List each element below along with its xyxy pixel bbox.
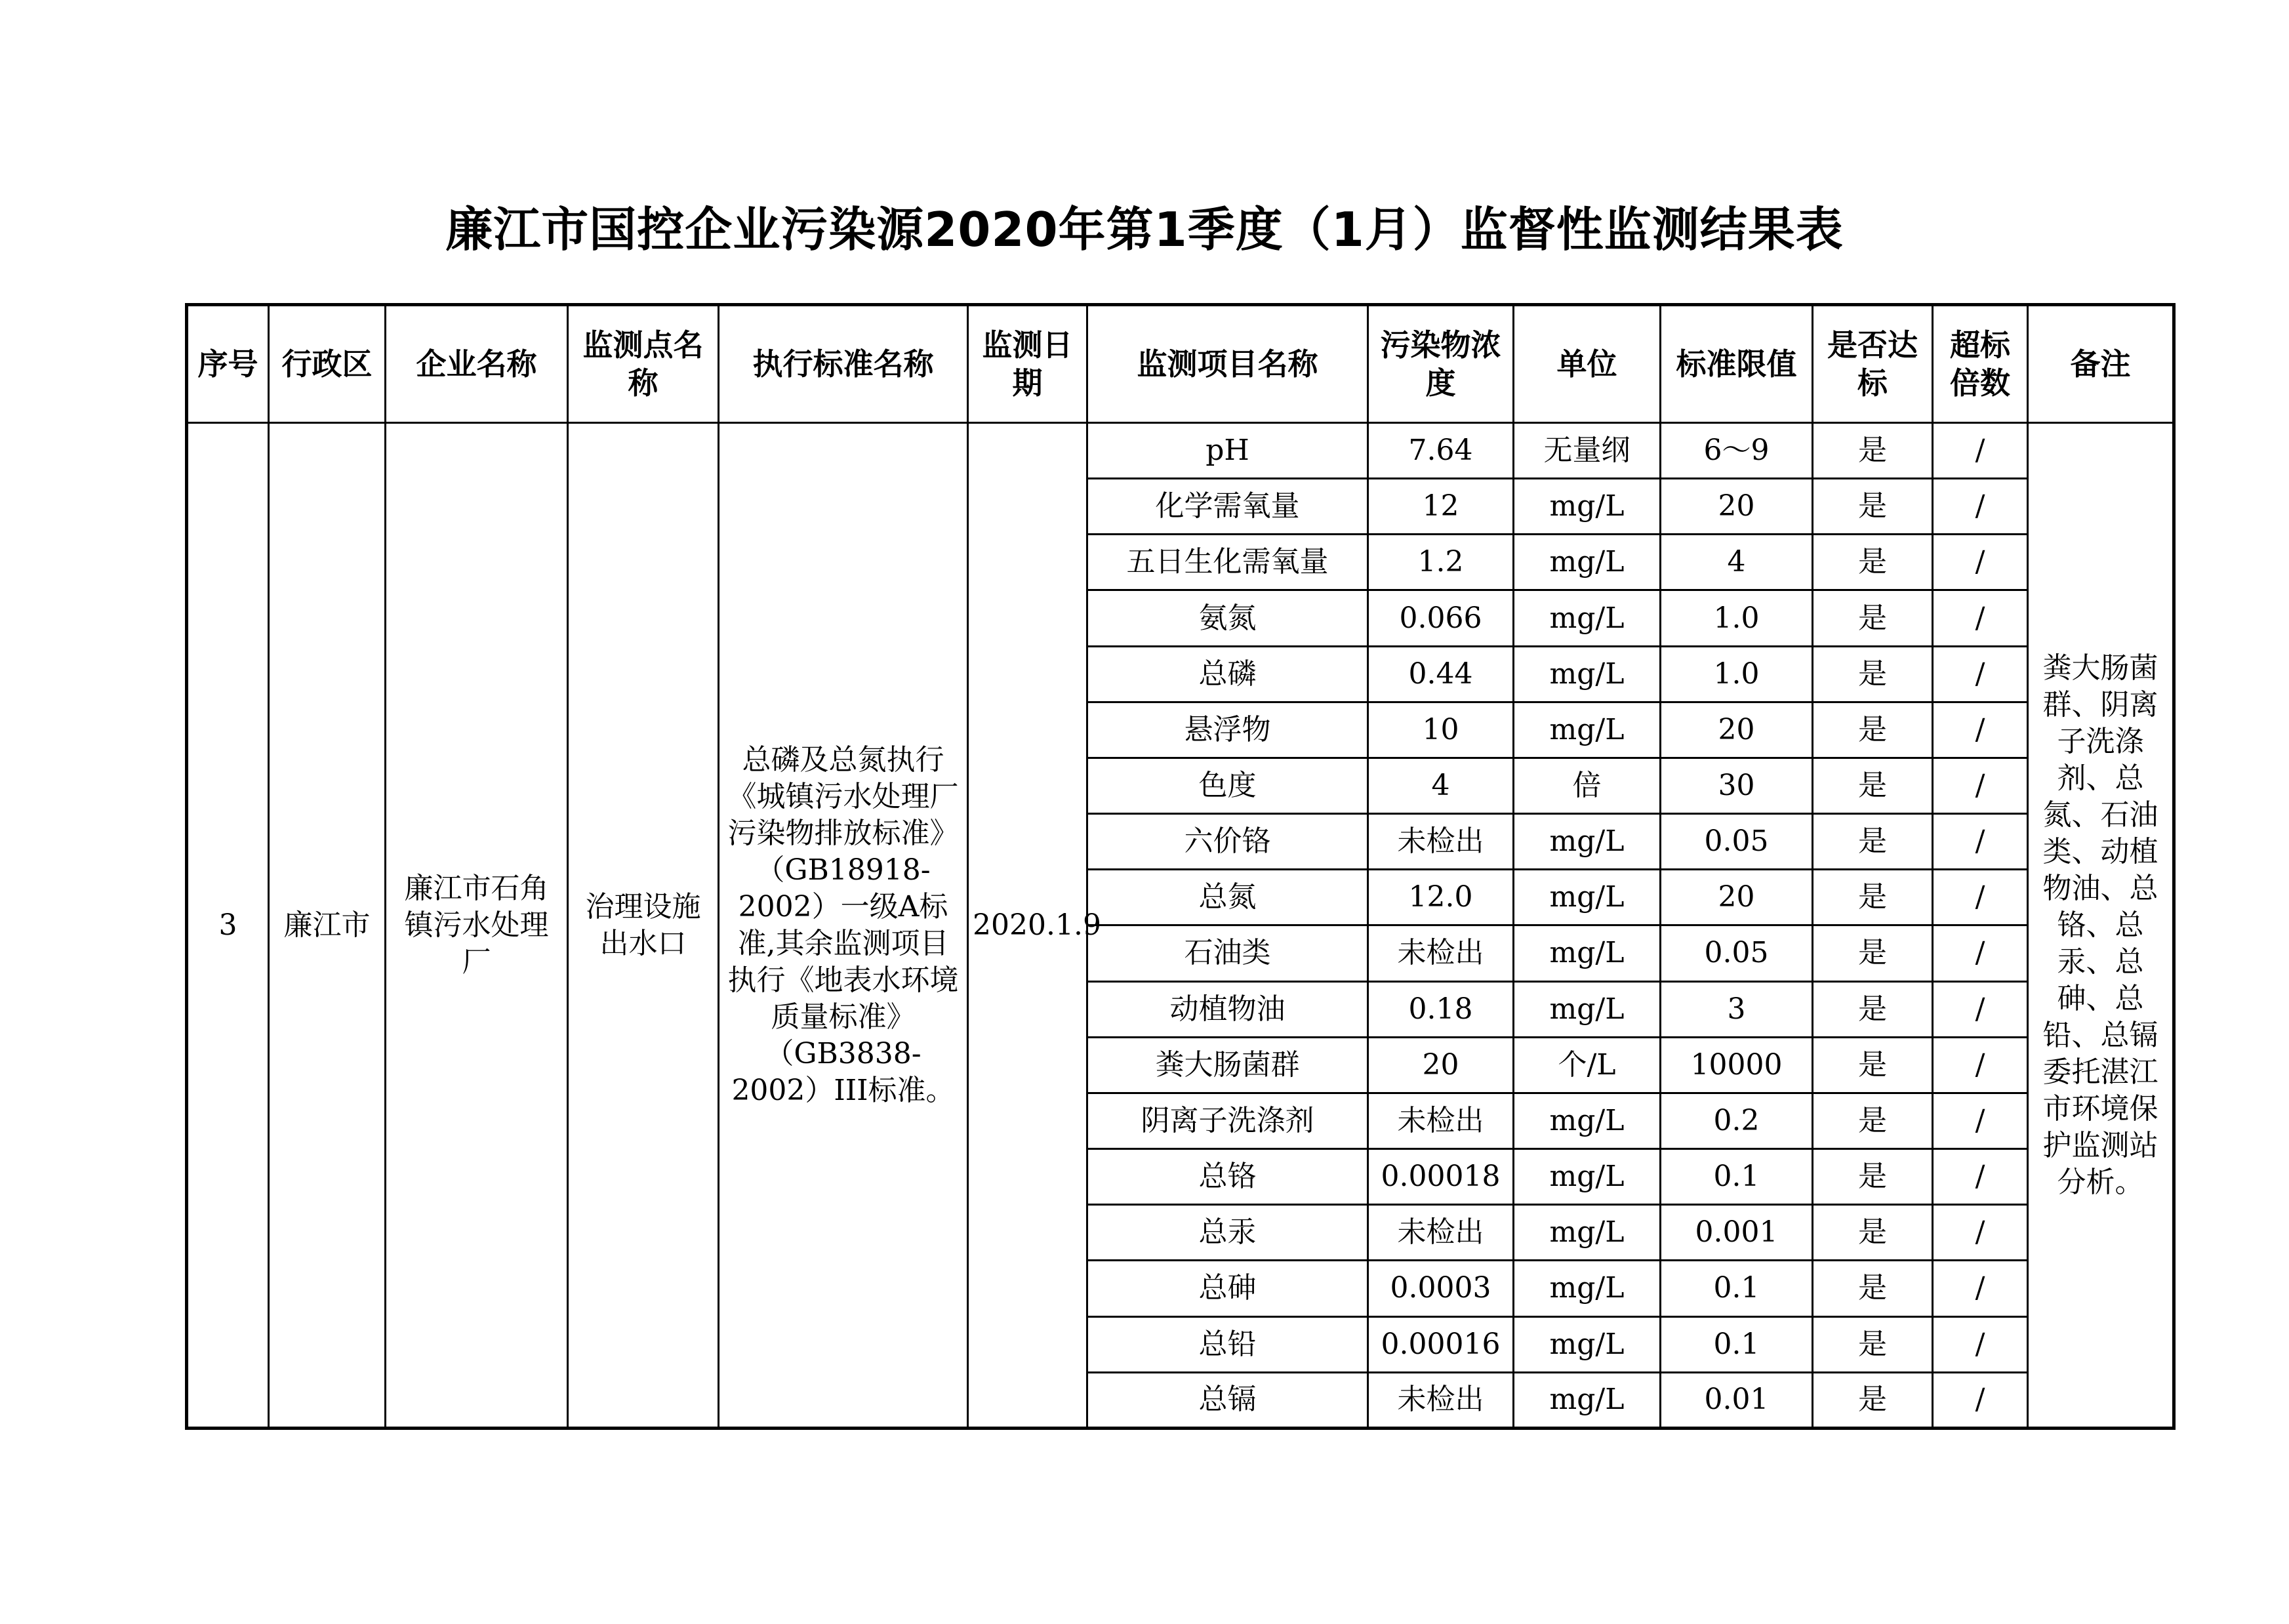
exceed-cell: /	[1933, 590, 2028, 646]
limit-cell: 0.05	[1661, 925, 1813, 981]
concentration-cell: 0.00016	[1368, 1316, 1514, 1372]
unit-cell: mg/L	[1514, 814, 1661, 870]
item-name-cell: 氨氮	[1087, 590, 1368, 646]
compliant-cell: 是	[1813, 814, 1933, 870]
item-name-cell: 总铬	[1087, 1149, 1368, 1205]
limit-cell: 0.1	[1661, 1261, 1813, 1316]
unit-cell: mg/L	[1514, 981, 1661, 1037]
item-name-cell: 悬浮物	[1087, 702, 1368, 758]
limit-cell: 0.1	[1661, 1149, 1813, 1205]
item-name-cell: 总汞	[1087, 1205, 1368, 1261]
company-cell: 廉江市石角镇污水处理厂	[386, 423, 568, 1429]
compliant-cell: 是	[1813, 590, 1933, 646]
compliant-cell: 是	[1813, 479, 1933, 535]
exceed-cell: /	[1933, 925, 2028, 981]
concentration-cell: 0.18	[1368, 981, 1514, 1037]
limit-cell: 30	[1661, 758, 1813, 813]
item-name-cell: 总镉	[1087, 1372, 1368, 1428]
concentration-cell: 4	[1368, 758, 1514, 813]
exceed-cell: /	[1933, 1093, 2028, 1148]
date-cell: 2020.1.9	[968, 423, 1087, 1429]
point-cell: 治理设施出水口	[568, 423, 719, 1429]
limit-cell: 3	[1661, 981, 1813, 1037]
page-title: 廉江市国控企业污染源2020年第1季度（1月）监督性监测结果表	[445, 202, 1844, 257]
header-remark: 备注	[2028, 305, 2174, 423]
limit-cell: 0.2	[1661, 1093, 1813, 1148]
limit-cell: 0.05	[1661, 814, 1813, 870]
item-name-cell: 总磷	[1087, 646, 1368, 702]
header-point: 监测点名称	[568, 305, 719, 423]
unit-cell: mg/L	[1514, 1316, 1661, 1372]
item-name-cell: 色度	[1087, 758, 1368, 813]
limit-cell: 0.001	[1661, 1205, 1813, 1261]
header-limit: 标准限值	[1661, 305, 1813, 423]
item-name-cell: 五日生化需氧量	[1087, 535, 1368, 590]
exceed-cell: /	[1933, 479, 2028, 535]
compliant-cell: 是	[1813, 870, 1933, 925]
item-name-cell: 石油类	[1087, 925, 1368, 981]
concentration-cell: 未检出	[1368, 814, 1514, 870]
concentration-cell: 0.00018	[1368, 1149, 1514, 1205]
header-unit: 单位	[1514, 305, 1661, 423]
exceed-cell: /	[1933, 1205, 2028, 1261]
concentration-cell: 7.64	[1368, 423, 1514, 479]
district-cell: 廉江市	[269, 423, 386, 1429]
compliant-cell: 是	[1813, 1149, 1933, 1205]
header-item: 监测项目名称	[1087, 305, 1368, 423]
exceed-cell: /	[1933, 646, 2028, 702]
unit-cell: 倍	[1514, 758, 1661, 813]
concentration-cell: 未检出	[1368, 1372, 1514, 1428]
compliant-cell: 是	[1813, 1037, 1933, 1093]
unit-cell: mg/L	[1514, 1149, 1661, 1205]
exceed-cell: /	[1933, 702, 2028, 758]
unit-cell: 个/L	[1514, 1037, 1661, 1093]
concentration-cell: 0.0003	[1368, 1261, 1514, 1316]
exceed-cell: /	[1933, 423, 2028, 479]
exceed-cell: /	[1933, 758, 2028, 813]
standard-cell: 总磷及总氮执行《城镇污水处理厂污染物排放标准》（GB18918-2002）一级A标准,其余监测项目执行《地表水环境质量标准》（GB3838-2002）III标准。	[719, 423, 968, 1429]
item-name-cell: 动植物油	[1087, 981, 1368, 1037]
item-name-cell: 总砷	[1087, 1261, 1368, 1316]
concentration-cell: 12.0	[1368, 870, 1514, 925]
compliant-cell: 是	[1813, 423, 1933, 479]
limit-cell: 6～9	[1661, 423, 1813, 479]
compliant-cell: 是	[1813, 1093, 1933, 1148]
header-row	[187, 305, 2174, 423]
exceed-cell: /	[1933, 535, 2028, 590]
concentration-cell: 未检出	[1368, 925, 1514, 981]
unit-cell: mg/L	[1514, 870, 1661, 925]
compliant-cell: 是	[1813, 1316, 1933, 1372]
item-name-cell: 粪大肠菌群	[1087, 1037, 1368, 1093]
limit-cell: 1.0	[1661, 590, 1813, 646]
header-seq: 序号	[187, 305, 269, 423]
unit-cell: mg/L	[1514, 1205, 1661, 1261]
concentration-cell: 20	[1368, 1037, 1514, 1093]
unit-cell: 无量纲	[1514, 423, 1661, 479]
limit-cell: 0.01	[1661, 1372, 1813, 1428]
remark-cell: 粪大肠菌群、阴离子洗涤剂、总氮、石油类、动植物油、总铬、总汞、总砷、总铅、总镉委托湛江市环境保护监测站分析。	[2028, 423, 2174, 1429]
exceed-cell: /	[1933, 1261, 2028, 1316]
limit-cell: 1.0	[1661, 646, 1813, 702]
compliant-cell: 是	[1813, 1205, 1933, 1261]
concentration-cell: 未检出	[1368, 1205, 1514, 1261]
unit-cell: mg/L	[1514, 925, 1661, 981]
header-district: 行政区	[269, 305, 386, 423]
item-name-cell: 化学需氧量	[1087, 479, 1368, 535]
exceed-cell: /	[1933, 981, 2028, 1037]
item-name-cell: 六价铬	[1087, 814, 1368, 870]
item-name-cell: 总铅	[1087, 1316, 1368, 1372]
exceed-cell: /	[1933, 1316, 2028, 1372]
exceed-cell: /	[1933, 1037, 2028, 1093]
concentration-cell: 1.2	[1368, 535, 1514, 590]
unit-cell: mg/L	[1514, 646, 1661, 702]
compliant-cell: 是	[1813, 646, 1933, 702]
header-standard: 执行标准名称	[719, 305, 968, 423]
limit-cell: 20	[1661, 479, 1813, 535]
unit-cell: mg/L	[1514, 1093, 1661, 1148]
limit-cell: 10000	[1661, 1037, 1813, 1093]
compliant-cell: 是	[1813, 535, 1933, 590]
concentration-cell: 0.44	[1368, 646, 1514, 702]
unit-cell: mg/L	[1514, 702, 1661, 758]
concentration-cell: 12	[1368, 479, 1514, 535]
exceed-cell: /	[1933, 814, 2028, 870]
exceed-cell: /	[1933, 1372, 2028, 1428]
limit-cell: 20	[1661, 870, 1813, 925]
unit-cell: mg/L	[1514, 479, 1661, 535]
header-company: 企业名称	[386, 305, 568, 423]
concentration-cell: 未检出	[1368, 1093, 1514, 1148]
unit-cell: mg/L	[1514, 1372, 1661, 1428]
unit-cell: mg/L	[1514, 590, 1661, 646]
compliant-cell: 是	[1813, 925, 1933, 981]
exceed-cell: /	[1933, 1149, 2028, 1205]
header-concentration: 污染物浓度	[1368, 305, 1514, 423]
exceed-cell: /	[1933, 870, 2028, 925]
header-date: 监测日期	[968, 305, 1087, 423]
compliant-cell: 是	[1813, 981, 1933, 1037]
limit-cell: 0.1	[1661, 1316, 1813, 1372]
item-name-cell: pH	[1087, 423, 1368, 479]
compliant-cell: 是	[1813, 758, 1933, 813]
compliant-cell: 是	[1813, 1261, 1933, 1316]
seq-cell: 3	[187, 423, 269, 1429]
limit-cell: 4	[1661, 535, 1813, 590]
unit-cell: mg/L	[1514, 535, 1661, 590]
concentration-cell: 10	[1368, 702, 1514, 758]
item-name-cell: 阴离子洗涤剂	[1087, 1093, 1368, 1148]
unit-cell: mg/L	[1514, 1261, 1661, 1316]
limit-cell: 20	[1661, 702, 1813, 758]
table-row	[187, 423, 2174, 479]
results-table	[185, 303, 2176, 1430]
compliant-cell: 是	[1813, 702, 1933, 758]
header-exceed: 超标倍数	[1933, 305, 2028, 423]
header-compliant: 是否达标	[1813, 305, 1933, 423]
compliant-cell: 是	[1813, 1372, 1933, 1428]
concentration-cell: 0.066	[1368, 590, 1514, 646]
item-name-cell: 总氮	[1087, 870, 1368, 925]
